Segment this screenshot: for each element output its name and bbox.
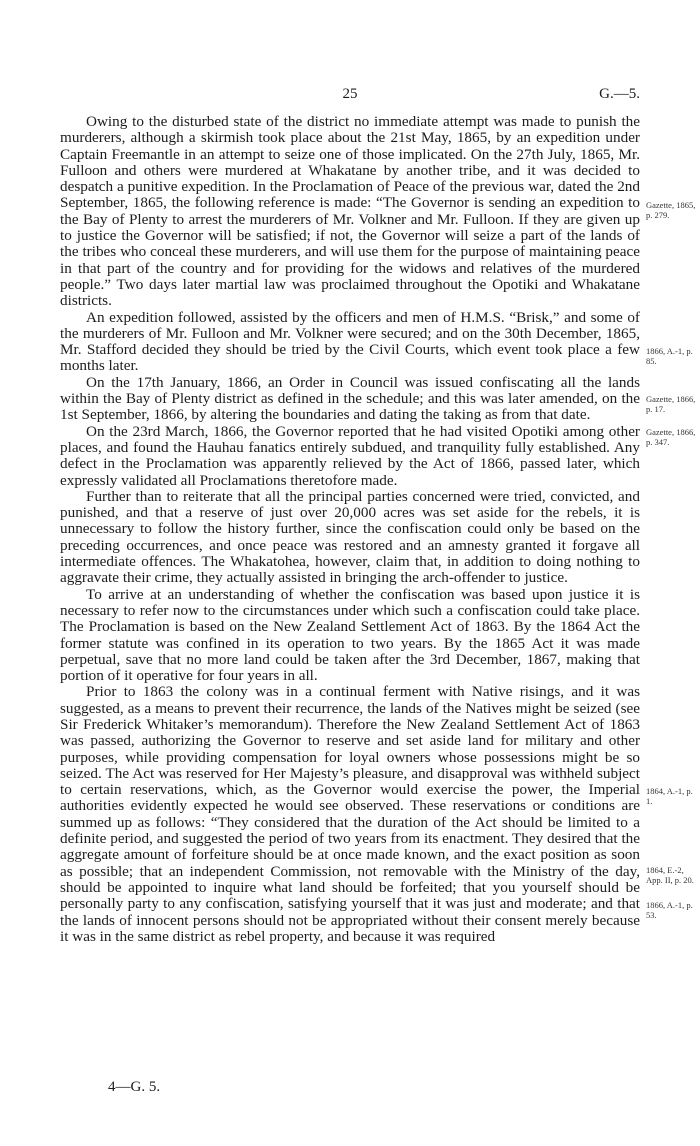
margin-note: 1864, E.-2, App. II, p. 20. bbox=[646, 865, 694, 885]
margin-note: Gazette, 1866, p. 17. bbox=[646, 394, 696, 414]
paragraph: On the 23rd March, 1866, the Governor reported that he had visited Opotiki among other places, and found the Hauhau fanatics entirely subdued, and tranquility fully established. Any defect in the Proclamation was apparently relieved by the Act of 1866, passed later, which expressly validated all Proclamations theretofore made. bbox=[60, 422, 640, 489]
margin-note: 1866, A.-1, p. 53. bbox=[646, 900, 693, 920]
paragraph: Further than to reiterate that all the principal parties concerned were tried, convicted, and punished, and that a reserve of just over 20,000 acres was set aside for the rebels, it is unnecessary to follow the history further, since the confiscation could only be based on the preceding occurrences, and once peace was restored and an amnesty granted it forgave all intermediate offences. The Whakatohea, however, claim that, in addition to doing nothing to aggravate their crime, they actually assisted in bringing the arch-offender to justice. bbox=[60, 487, 640, 587]
footer-signature: 4—G. 5. bbox=[108, 1079, 161, 1095]
page-header bbox=[60, 86, 640, 106]
page-number: 25 bbox=[342, 86, 358, 102]
body-text bbox=[60, 114, 640, 945]
margin-note: Gazette, 1866, p. 347. bbox=[646, 427, 696, 447]
paragraph: An expedition followed, assisted by the officers and men of H.M.S. “Brisk,” and some of the murderers of Mr. Fulloon and Mr. Volkner were secured; and on the 30th December, 1865, Mr. Stafford decided they should be tried by the Civil Courts, which event took place a few months later. bbox=[60, 308, 640, 375]
paragraph: Prior to 1863 the colony was in a continual ferment with Native risings, and it was suggested, as a means to prevent their recurrence, the lands of the Natives might be seized (see Sir Frederick Whitaker’s memorandum). Therefore the New Zealand Settlement Act of 1863 was passed, authorizing the Governor to reserve and set aside land for military and other purposes, while providing compensation for loyal owners whose possessions might be so seized. The Act was reserved for Her Majesty’s pleasure, and disapproval was withheld subject to certain reservations, which, as the Governor would exercise the power, the Imperial authorities evidently expected he would see observed. These reservations or conditions are summed up as follows: “They considered that the duration of the Act should be limited to a definite period, and suggested the period of two years from its enactment. They desired that the aggregate amount of forfeiture should be at once made known, and the exact position as soon as possible; that an independent Commission, not removable with the Ministry of the day, should be appointed to inquire what land should be forfeited; that you yourself should be personally party to any confiscation, satisfying yourself that it was just and moderate; and that the lands of innocent persons should not be appropriated without their consent merely because it was in the same district as rebel property, and because it was required bbox=[60, 683, 640, 945]
margin-note: 1864, A.-1, p. 1. bbox=[646, 786, 693, 806]
paragraph: Owing to the disturbed state of the district no immediate attempt was made to punish the murderers, although a skirmish took place about the 21st May, 1865, by an expedition under Captain Freemantle in an attempt to seize one of those implicated. On the 27th July, 1865, Mr. Fulloon and others were murdered at Whakatane by another tribe, and it was decided to despatch a punitive expedition. In the Proclamation of Peace of the previous war, dated the 2nd September, 1865, the following reference is made: “The Governor is sending an expedition to the Bay of Plenty to arrest the murderers of Mr. Volkner and Mr. Fulloon. If they are given up to justice the Governor will be satisfied; if not, the Governor will seize a part of the lands of the tribes who conceal these murderers, and will use them for the purpose of maintaining peace in that part of the country and for providing for the widows and relatives of the murdered people.” Two days later martial law was proclaimed throughout the Opotiki and Whakatane districts. bbox=[60, 113, 640, 310]
document-reference: G.—5. bbox=[599, 86, 640, 102]
margin-note: Gazette, 1865, p. 279. bbox=[646, 200, 696, 220]
paragraph: On the 17th January, 1866, an Order in Council was issued confiscating all the lands within the Bay of Plenty district as defined in the schedule; and this was later amended, on the 1st September, 1866, by altering the boundaries and dating the taking as from that date. bbox=[60, 373, 640, 424]
margin-note: 1866, A.-1, p. 85. bbox=[646, 346, 693, 366]
paragraph: To arrive at an understanding of whether the confiscation was based upon justice it is necessary to refer now to the circumstances under which such a confiscation could take place. The Proclamation is based on the New Zealand Settlement Act of 1863. By the 1864 Act the former statute was confined in its operation to two years. By the 1865 Act it was made perpetual, save that no more land could be taken after the 3rd December, 1867, making that portion of it operative for four years in all. bbox=[60, 585, 640, 685]
